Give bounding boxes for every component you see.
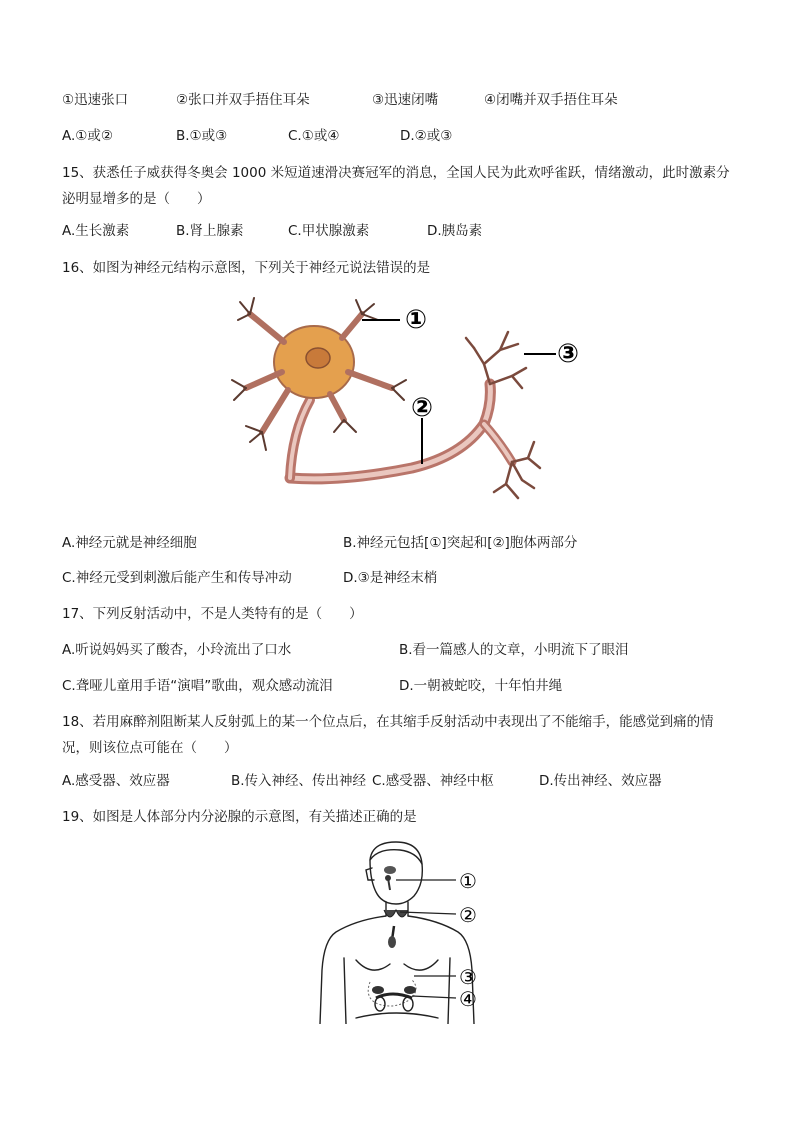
q18-option-a: A.感受器、效应器 (62, 773, 170, 789)
q14-option-b: B.①或③ (176, 128, 228, 144)
endocrine-diagram (316, 840, 494, 1024)
q14-item-4: ④闭嘴并双手捂住耳朵 (484, 92, 618, 108)
q14-item-3: ③迅速闭嘴 (372, 92, 439, 108)
q17-option-b: B.看一篇感人的文章，小明流下了眼泪 (399, 642, 629, 658)
q18-option-b: B.传入神经、传出神经 (231, 773, 367, 789)
q15-option-a: A.生长激素 (62, 223, 130, 239)
q17-stem: 17、下列反射活动中，不是人类特有的是（ ） (62, 606, 363, 622)
q14-option-c: C.①或④ (288, 128, 340, 144)
endocrine-label-3: ③ (459, 965, 477, 989)
q14-item-2: ②张口并双手捂住耳朵 (176, 92, 310, 108)
q15-option-b: B.肾上腺素 (176, 223, 244, 239)
q18-option-c: C.感受器、神经中枢 (372, 773, 494, 789)
neuron-diagram (222, 292, 592, 518)
q17-option-d: D.一朝被蛇咬，十年怕井绳 (399, 678, 563, 694)
q16-option-a: A.神经元就是神经细胞 (62, 535, 197, 551)
q18-stem: 18、若用麻醉剂阻断某人反射弧上的某一个位点后，在其缩手反射活动中表现出了不能缩手，能感觉到痛的情况，则该位点可能在（ ） (62, 714, 714, 756)
q16-stem: 16、如图为神经元结构示意图，下列关于神经元说法错误的是 (62, 260, 431, 276)
q19-stem: 19、如图是人体部分内分泌腺的示意图，有关描述正确的是 (62, 809, 417, 825)
q14-item-1: ①迅速张口 (62, 92, 129, 108)
q15-stem: 15、获悉任子威获得冬奥会 1000 米短道速滑决赛冠军的消息，全国人民为此欢呼雀跃，情绪激动，此时激素分泌明显增多的是（ ） (62, 165, 730, 207)
neuron-label-1: ① (404, 305, 428, 335)
endocrine-label-4: ④ (459, 987, 477, 1011)
neuron-label-2: ② (410, 393, 434, 423)
q17-option-a: A.听说妈妈买了酸杏，小玲流出了口水 (62, 642, 292, 658)
neuron-label-3: ③ (556, 339, 580, 369)
q15-option-d: D.胰岛素 (427, 223, 483, 239)
q14-option-a: A.①或② (62, 128, 113, 144)
q17-option-c: C.聋哑儿童用手语“演唱”歌曲，观众感动流泪 (62, 678, 333, 694)
q18-option-d: D.传出神经、效应器 (539, 773, 662, 789)
q16-option-b: B.神经元包括[①]突起和[②]胞体两部分 (343, 535, 578, 551)
q16-option-d: D.③是神经末梢 (343, 570, 438, 586)
endocrine-label-1: ① (459, 869, 477, 893)
endocrine-label-2: ② (459, 903, 477, 927)
q16-option-c: C.神经元受到刺激后能产生和传导冲动 (62, 570, 292, 586)
q15-option-c: C.甲状腺激素 (288, 223, 370, 239)
q14-option-d: D.②或③ (400, 128, 453, 144)
